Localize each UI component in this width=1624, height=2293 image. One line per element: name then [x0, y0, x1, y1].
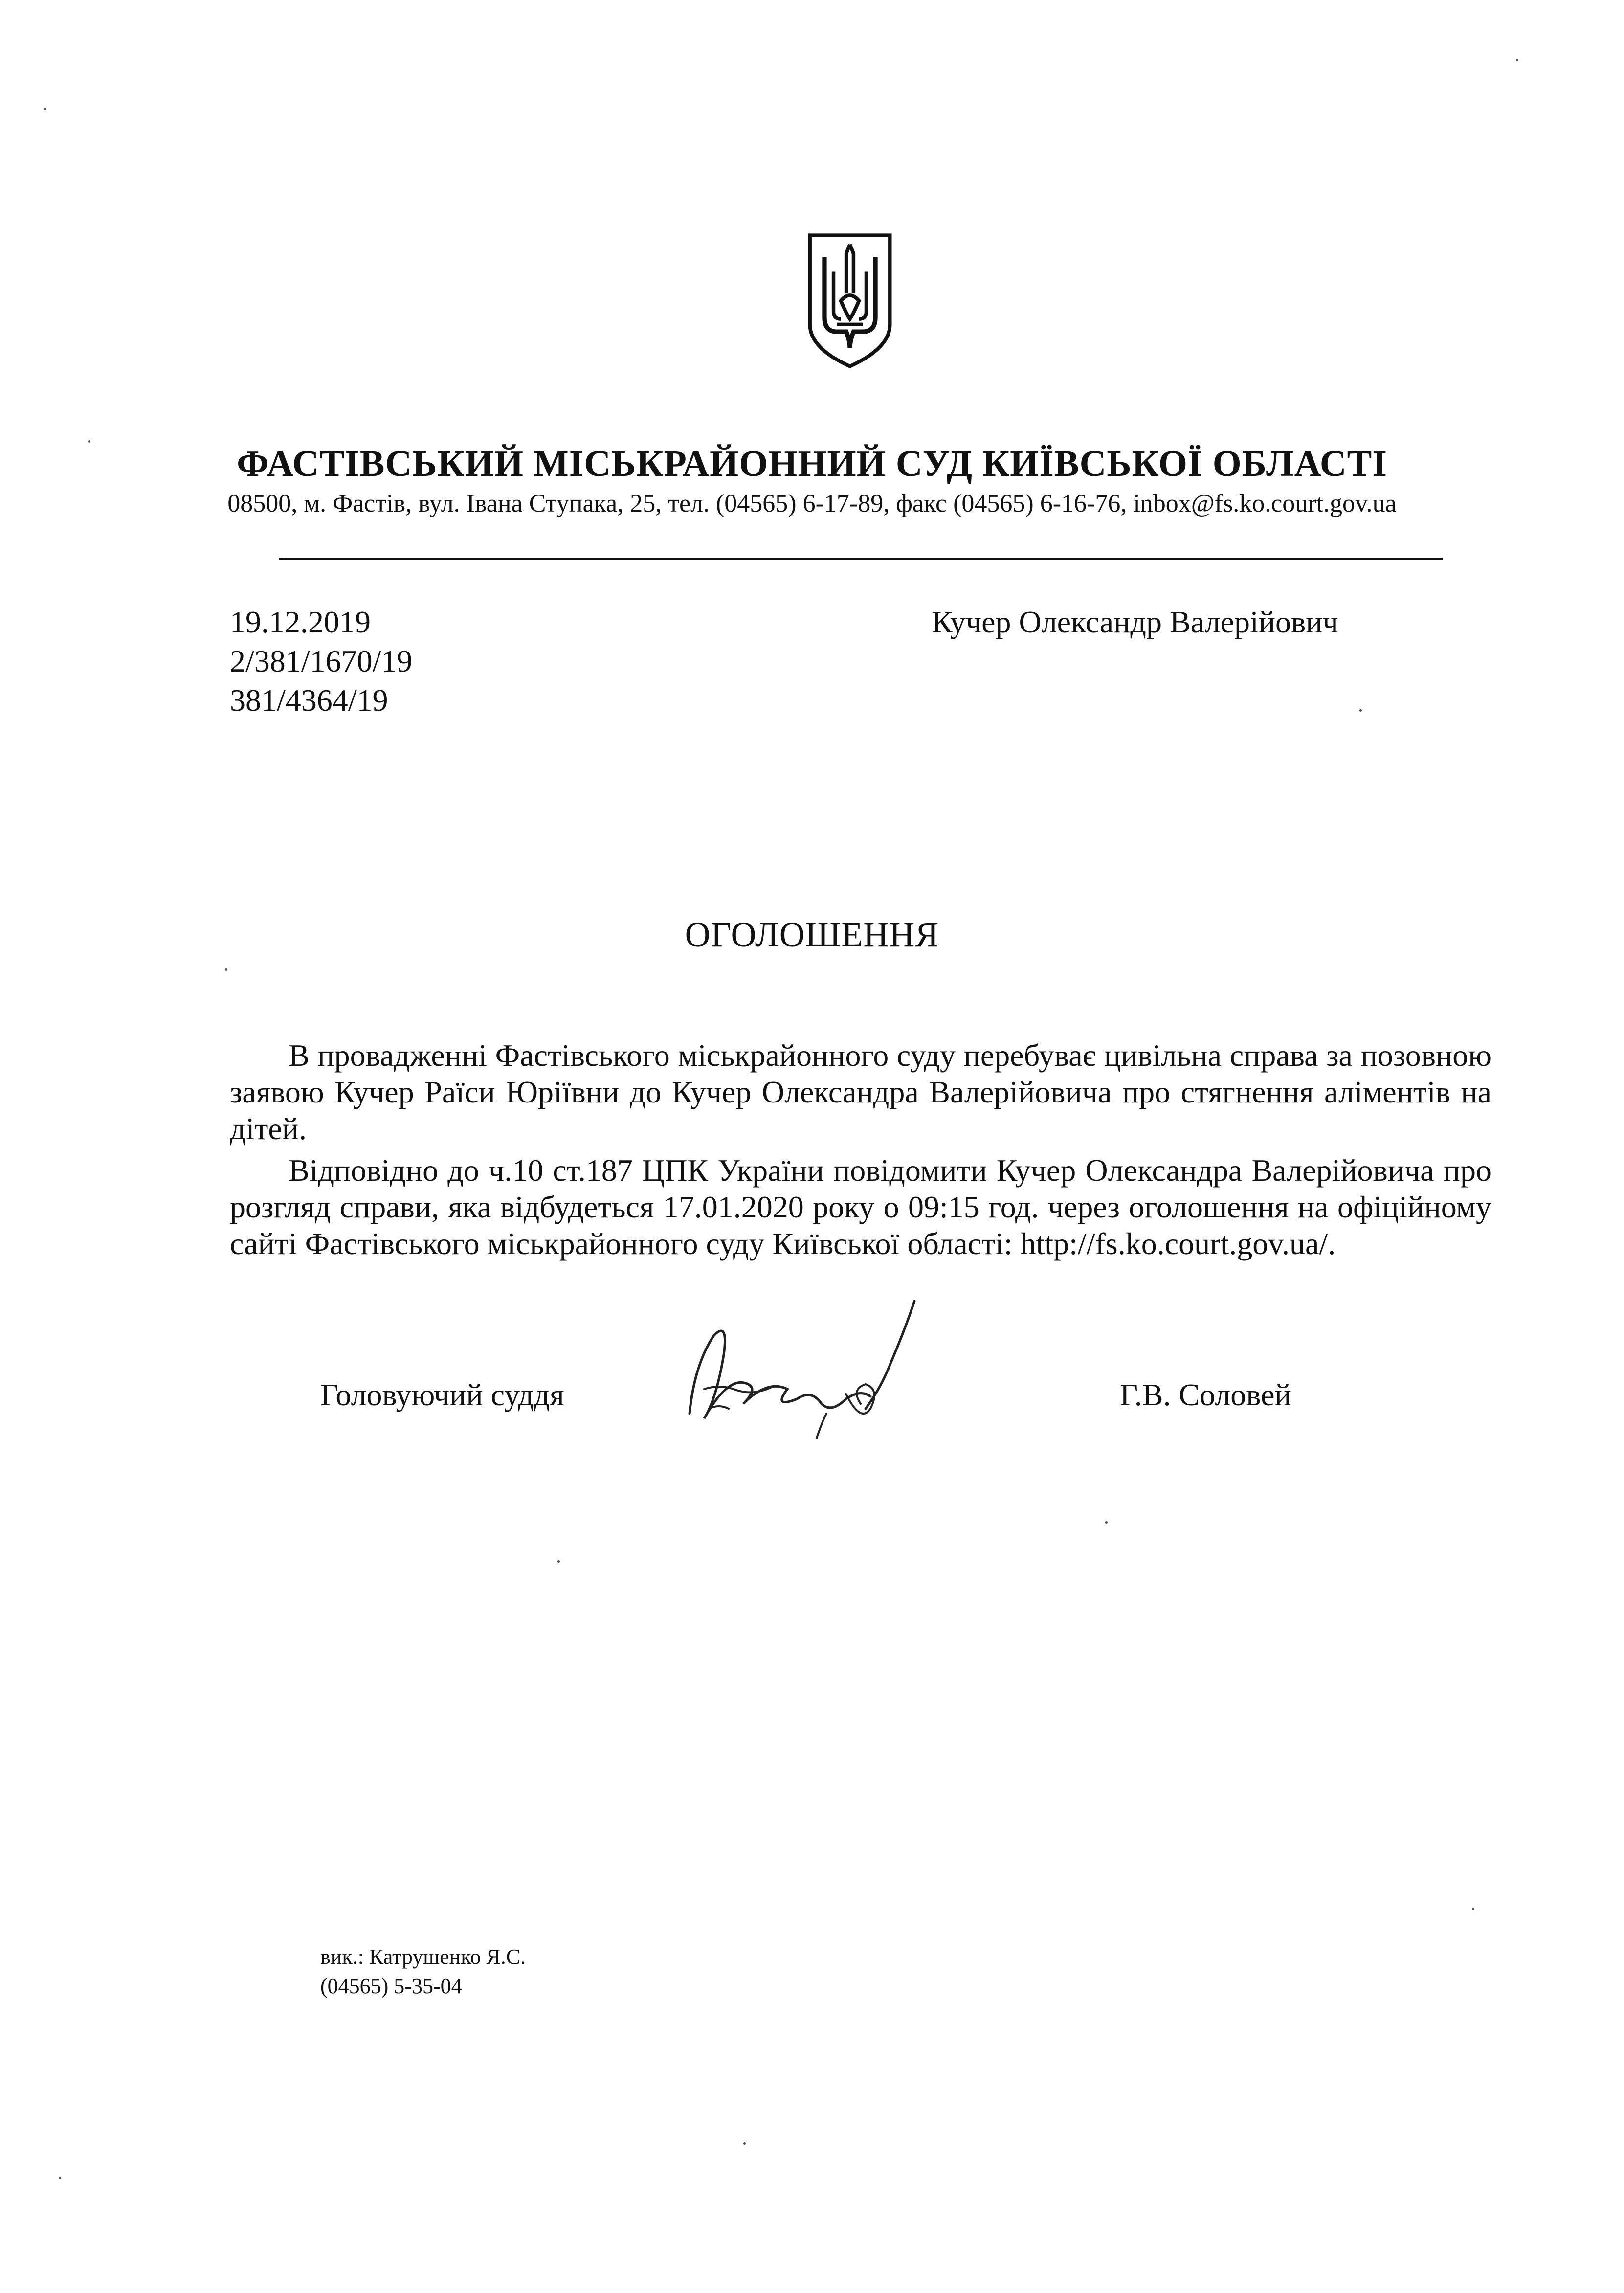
case-number: 381/4364/19	[230, 683, 388, 718]
scan-speck	[88, 440, 90, 443]
executor-name: вик.: Катрушенко Я.С.	[320, 1945, 526, 1969]
scan-speck	[44, 108, 46, 110]
scan-speck	[225, 968, 227, 971]
document-date: 19.12.2019	[230, 605, 371, 639]
header-divider	[279, 558, 1443, 560]
executor-phone: (04565) 5-35-04	[320, 1974, 462, 1998]
body-paragraph: Відповідно до ч.10 ст.187 ЦПК України повідомити Кучер Олександра Валерійовича про розгляд справи, яка відбудеться 17.01.2020 року о 09:15 год. через оголошення на офіційному сайті Фастівського міськрайонного суду Київської області: http://fs.ko.court.gov.ua/.	[230, 1153, 1491, 1261]
court-name: ФАСТІВСЬКИЙ МІСЬКРАЙОННИЙ СУД КИЇВСЬКОЇ ОБЛАСТІ	[237, 443, 1387, 484]
coat-of-arms-icon	[804, 230, 895, 372]
addressee: Кучер Олександр Валерійович	[932, 605, 1338, 639]
court-address: 08500, м. Фастів, вул. Івана Ступака, 25, тел. (04565) 6-17-89, факс (04565) 6-16-76, inbox@fs.ko.court.gov.ua	[227, 490, 1397, 517]
outgoing-number: 2/381/1670/19	[230, 644, 413, 678]
scan-speck	[557, 1560, 560, 1563]
scan-speck	[1516, 59, 1518, 61]
body-paragraph: В провадженні Фастівського міськрайонного суду перебуває цивільна справа за позовною заявою Кучер Раїси Юріївни до Кучер Олександра Валерійовича про стягнення аліментів на дітей.	[230, 1038, 1491, 1146]
scan-speck	[743, 2142, 746, 2145]
announcement-title: ОГОЛОШЕННЯ	[685, 915, 939, 954]
judge-name: Г.В. Соловей	[1120, 1377, 1291, 1412]
judge-title: Головуючий суддя	[320, 1377, 564, 1412]
scan-speck	[1359, 709, 1362, 712]
handwritten-signature	[675, 1291, 934, 1453]
scan-speck	[1472, 1908, 1474, 1910]
scan-speck	[59, 2177, 61, 2179]
scan-speck	[1105, 1521, 1108, 1524]
